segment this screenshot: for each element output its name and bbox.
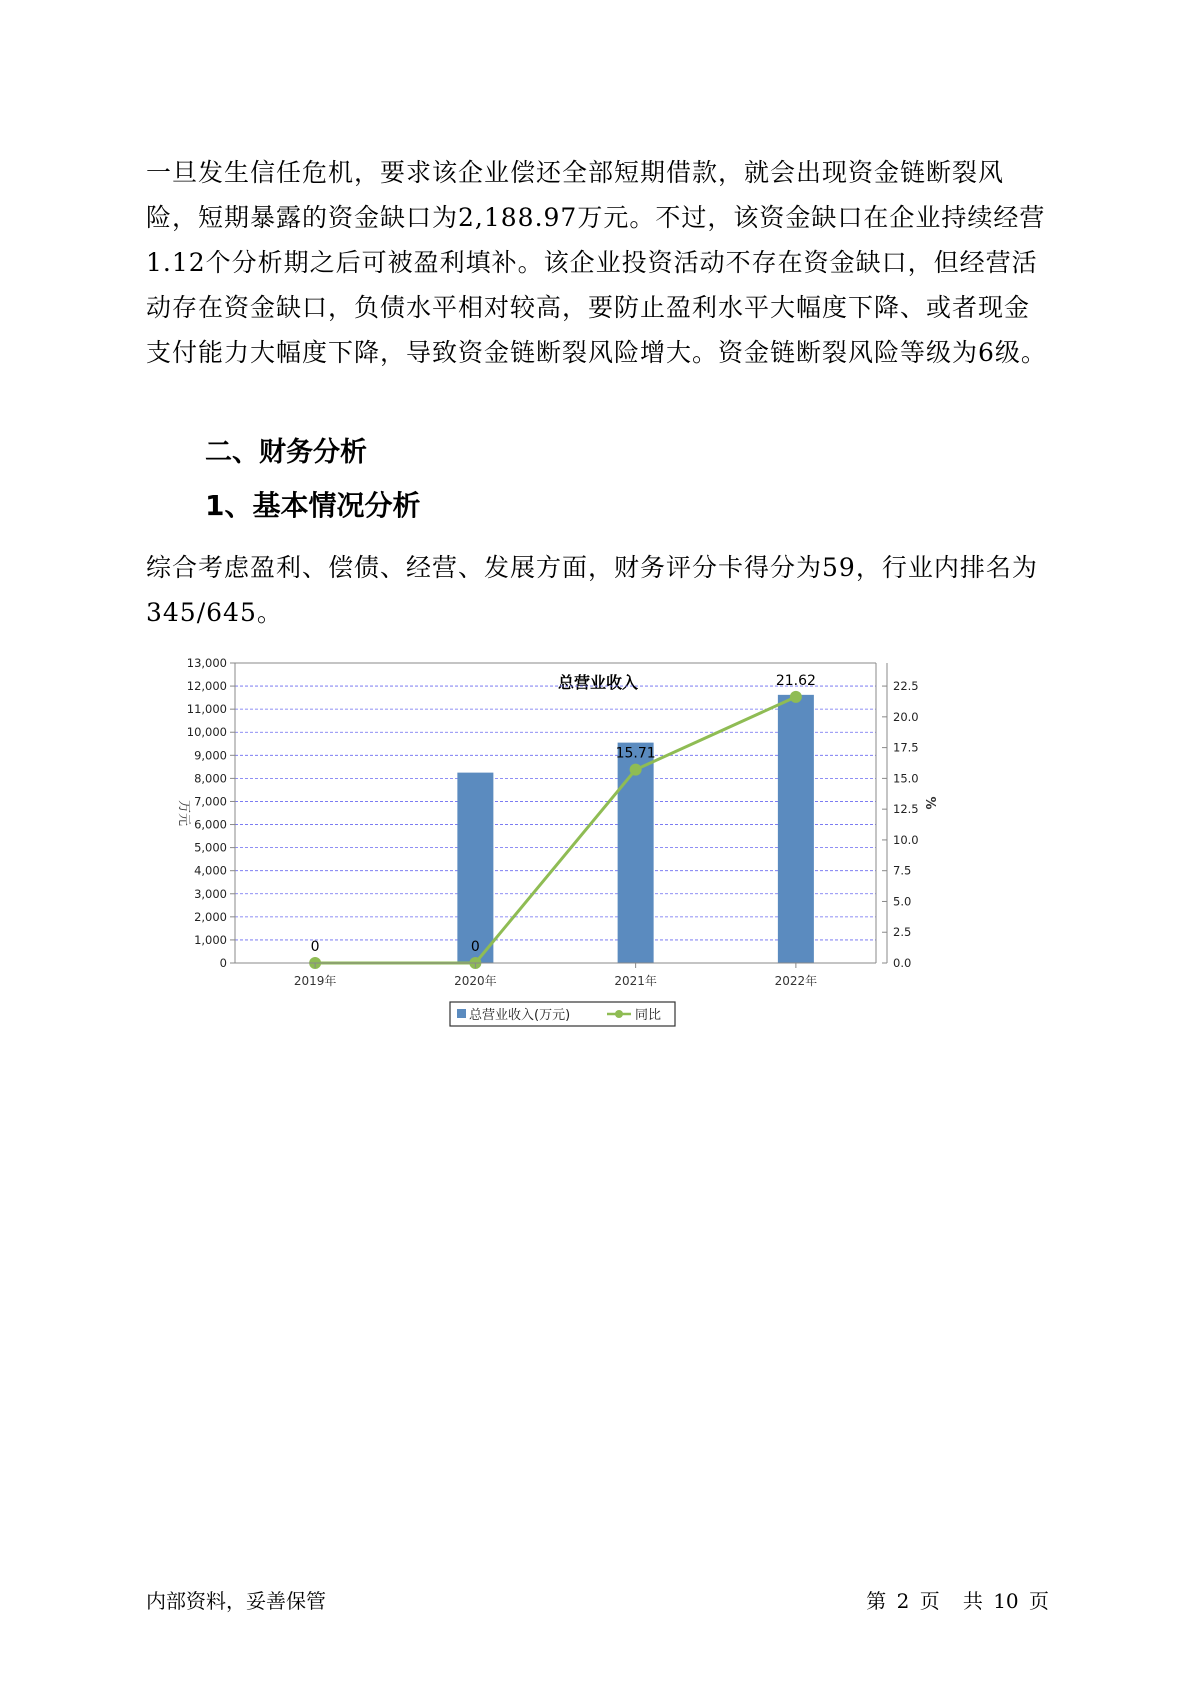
y-left-tick-label: 11,000 xyxy=(186,702,227,717)
y-right-tick-label: 17.5 xyxy=(893,740,919,755)
y-left-tick-label: 13,000 xyxy=(186,656,227,670)
y-right-tick-label: 20.0 xyxy=(893,709,919,724)
page-unit: 页 xyxy=(919,1589,940,1613)
legend-line-label: 同比 xyxy=(635,1008,662,1023)
y-right-tick-label: 2.5 xyxy=(893,925,912,940)
legend-bar-swatch xyxy=(457,1009,466,1018)
footer-page-info xyxy=(864,1585,1051,1614)
paragraph-score: 综合考虑盈利、偿债、经营、发展方面，财务评分卡得分为59，行业内排名为345/645。 xyxy=(146,553,1038,627)
legend-bar-label: 总营业收入(万元) xyxy=(469,1008,571,1023)
bar xyxy=(778,695,814,963)
y-left-tick-label: 7,000 xyxy=(194,794,227,809)
y-left-tick-label: 6,000 xyxy=(194,817,227,832)
x-tick-label: 2020年 xyxy=(454,974,497,988)
total-prefix: 共 xyxy=(962,1589,983,1613)
footer-confidential: 内部资料，妥善保管 xyxy=(146,1589,326,1613)
x-tick-label: 2021年 xyxy=(614,974,657,988)
x-tick-label: 2022年 xyxy=(774,974,818,988)
bar xyxy=(457,773,493,963)
y-left-tick-label: 1,000 xyxy=(194,932,227,947)
y-left-tick-label: 8,000 xyxy=(194,771,227,786)
y-right-label: % xyxy=(922,796,937,810)
y-left-tick-label: 2,000 xyxy=(194,909,227,924)
section-heading: 二、财务分析 xyxy=(205,437,367,468)
subsection-heading: 1、基本情况分析 xyxy=(205,489,421,522)
y-right-tick-label: 7.5 xyxy=(893,863,912,878)
chart-line xyxy=(309,673,816,969)
y-right-tick-label: 10.0 xyxy=(893,832,919,847)
bar xyxy=(615,743,656,963)
y-right-tick-label: 12.5 xyxy=(893,802,919,817)
chart-bars xyxy=(457,695,814,963)
y-left-tick-label: 9,000 xyxy=(194,748,227,763)
y-right-tick-label: 0.0 xyxy=(893,956,912,970)
y-left-tick-label: 3,000 xyxy=(194,886,227,901)
chart-legend xyxy=(450,1002,675,1026)
y-left-tick-label: 10,000 xyxy=(186,725,227,740)
y-left-tick-label: 0 xyxy=(219,956,227,970)
chart-title: 总营业收入 xyxy=(557,673,639,692)
x-tick-label: 2019年 xyxy=(293,974,337,988)
legend-line-marker xyxy=(615,1010,623,1018)
y-right-tick-label: 15.0 xyxy=(893,771,919,786)
y-left-tick-label: 4,000 xyxy=(194,863,227,878)
page-number: 2 xyxy=(896,1589,910,1613)
yoy-data-label: 0 xyxy=(470,939,480,955)
yoy-point xyxy=(790,691,802,703)
yoy-point xyxy=(630,764,642,776)
revenue-chart xyxy=(170,655,1030,1115)
page-prefix: 第 xyxy=(866,1589,887,1613)
paragraph-risk: 一旦发生信任危机，要求该企业偿还全部短期借款，就会出现资金链断裂风险，短期暴露的资金缺口为2,188.97万元。不过，该资金缺口在企业持续经营 1.12个分析期之后可被盈利填补。该企业投资活动不存在资金缺口，但经营活动存在资金缺口，负债水平相对较高，要防止盈利水平大幅度下降、或者现金支付能力大幅度下降，导致资金链断裂风险增大。资金链断裂风险等级为6级。 xyxy=(146,158,1047,367)
yoy-line xyxy=(315,697,796,963)
yoy-data-label: 15.71 xyxy=(615,745,656,762)
y-left-tick-label: 12,000 xyxy=(186,679,227,694)
total-unit: 页 xyxy=(1029,1589,1049,1613)
yoy-data-label: 21.62 xyxy=(775,672,816,689)
y-right-tick-label: 22.5 xyxy=(893,679,919,694)
y-right-tick-label: 5.0 xyxy=(893,894,912,909)
y-left-tick-label: 5,000 xyxy=(194,840,227,855)
y-left-label: 万元 xyxy=(176,799,191,827)
yoy-data-label: 0 xyxy=(310,939,320,955)
total-pages: 10 xyxy=(993,1589,1019,1613)
chart-axes xyxy=(176,656,937,988)
